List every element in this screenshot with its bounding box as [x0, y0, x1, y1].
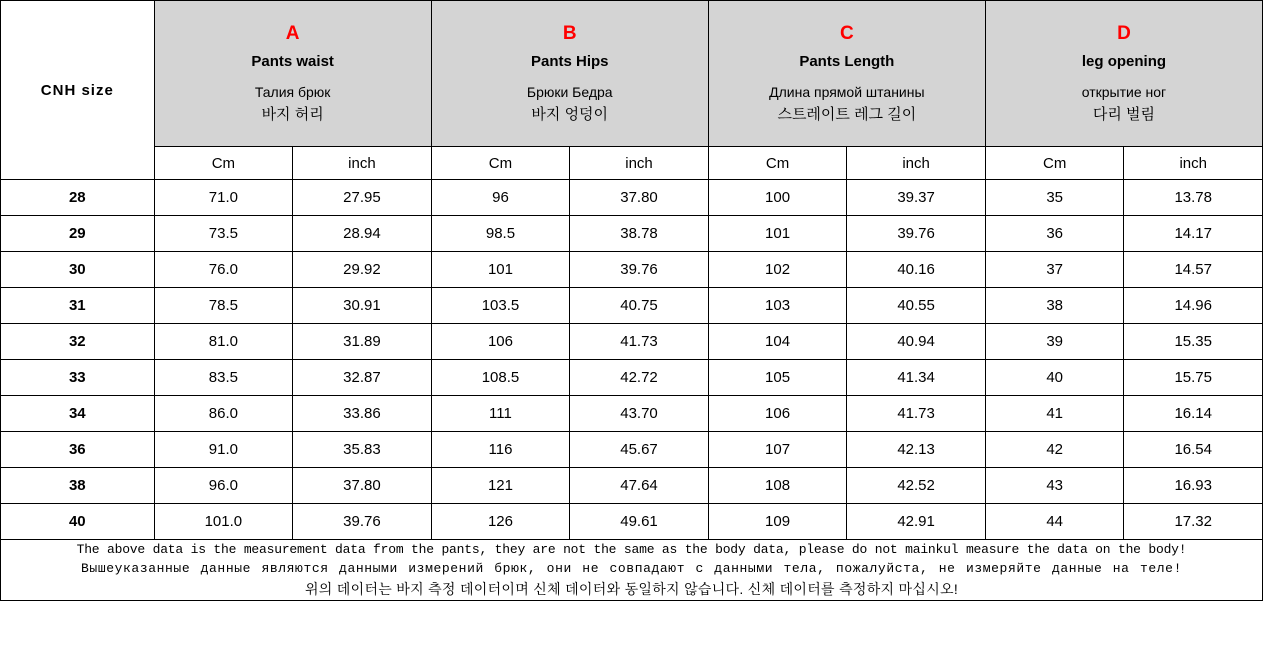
- data-cell: 41.73: [570, 324, 709, 360]
- data-cell: 101: [431, 252, 570, 288]
- unit-cell: Cm: [708, 147, 847, 180]
- data-cell: 103: [708, 288, 847, 324]
- group-name-ru-a: Талия брюк: [254, 83, 331, 100]
- data-cell: 71.0: [154, 180, 293, 216]
- size-cell: 28: [1, 180, 155, 216]
- data-cell: 28.94: [293, 216, 432, 252]
- data-cell: 106: [431, 324, 570, 360]
- data-cell: 31.89: [293, 324, 432, 360]
- size-cell: 33: [1, 360, 155, 396]
- data-cell: 43.70: [570, 396, 709, 432]
- unit-row: [1, 147, 1263, 180]
- data-cell: 73.5: [154, 216, 293, 252]
- note-ru: Вышеуказанные данные являются данными измерений брюк, они не совпадают с данными тела, пожалуйста, не измеряйте данные на теле!: [81, 561, 1182, 576]
- data-cell: 43: [985, 468, 1124, 504]
- data-cell: 126: [431, 504, 570, 540]
- unit-cell: Cm: [154, 147, 293, 180]
- note-en: The above data is the measurement data from the pants, they are not the same as the body data, please do not mainkul measure the data on the body!: [76, 542, 1187, 557]
- table-row: [1, 360, 1263, 396]
- data-cell: 29.92: [293, 252, 432, 288]
- data-cell: 96.0: [154, 468, 293, 504]
- data-cell: 45.67: [570, 432, 709, 468]
- data-cell: 42.91: [847, 504, 986, 540]
- size-cell: 29: [1, 216, 155, 252]
- data-cell: 37.80: [570, 180, 709, 216]
- header-group-c: [708, 1, 985, 147]
- unit-cell: inch: [570, 147, 709, 180]
- data-cell: 42.13: [847, 432, 986, 468]
- unit-cell: Cm: [985, 147, 1124, 180]
- data-cell: 16.54: [1124, 432, 1263, 468]
- data-cell: 109: [708, 504, 847, 540]
- table-row: [1, 396, 1263, 432]
- group-name-en-c: Pants Length: [799, 52, 895, 70]
- data-cell: 91.0: [154, 432, 293, 468]
- group-name-ru-d: открытие ног: [1081, 83, 1167, 100]
- notes-row: [1, 540, 1263, 601]
- data-cell: 35: [985, 180, 1124, 216]
- data-cell: 103.5: [431, 288, 570, 324]
- data-cell: 39.76: [570, 252, 709, 288]
- data-cell: 27.95: [293, 180, 432, 216]
- data-cell: 40.55: [847, 288, 986, 324]
- size-cell: 40: [1, 504, 155, 540]
- data-cell: 83.5: [154, 360, 293, 396]
- data-cell: 41: [985, 396, 1124, 432]
- table-row: [1, 288, 1263, 324]
- data-cell: 32.87: [293, 360, 432, 396]
- data-cell: 39: [985, 324, 1124, 360]
- data-cell: 107: [708, 432, 847, 468]
- group-name-ru-c: Длина прямой штанины: [769, 83, 925, 100]
- table-row: [1, 324, 1263, 360]
- header-group-b: [431, 1, 708, 147]
- data-cell: 40: [985, 360, 1124, 396]
- table-row: [1, 468, 1263, 504]
- data-cell: 41.34: [847, 360, 986, 396]
- data-cell: 38.78: [570, 216, 709, 252]
- group-name-en-d: leg opening: [1081, 52, 1167, 70]
- data-cell: 42.52: [847, 468, 986, 504]
- data-cell: 16.14: [1124, 396, 1263, 432]
- group-name-en-b: Pants Hips: [530, 52, 609, 70]
- data-cell: 96: [431, 180, 570, 216]
- data-cell: 98.5: [431, 216, 570, 252]
- data-cell: 15.35: [1124, 324, 1263, 360]
- data-cell: 47.64: [570, 468, 709, 504]
- data-cell: 30.91: [293, 288, 432, 324]
- data-cell: 38: [985, 288, 1124, 324]
- table-row: [1, 504, 1263, 540]
- header-group-a: [154, 1, 431, 147]
- data-cell: 39.76: [293, 504, 432, 540]
- size-cell: 38: [1, 468, 155, 504]
- group-letter-b: B: [562, 22, 577, 44]
- header-group-d: [985, 1, 1262, 147]
- group-letter-a: A: [285, 22, 300, 44]
- group-name-en-a: Pants waist: [251, 52, 334, 70]
- data-cell: 14.17: [1124, 216, 1263, 252]
- data-cell: 102: [708, 252, 847, 288]
- table-row: [1, 252, 1263, 288]
- data-cell: 86.0: [154, 396, 293, 432]
- data-cell: 76.0: [154, 252, 293, 288]
- data-cell: 49.61: [570, 504, 709, 540]
- note-ko: 위의 데이터는 바지 측정 데이터이며 신체 데이터와 동일하지 않습니다. 신체 데이터를 측정하지 마십시오!: [304, 581, 959, 597]
- unit-cell: Cm: [431, 147, 570, 180]
- data-cell: 108.5: [431, 360, 570, 396]
- table-row: [1, 432, 1263, 468]
- data-cell: 81.0: [154, 324, 293, 360]
- data-cell: 101.0: [154, 504, 293, 540]
- unit-cell: inch: [293, 147, 432, 180]
- data-cell: 13.78: [1124, 180, 1263, 216]
- data-cell: 40.94: [847, 324, 986, 360]
- header-row: [1, 1, 1263, 147]
- data-cell: 39.37: [847, 180, 986, 216]
- data-cell: 116: [431, 432, 570, 468]
- size-cell: 32: [1, 324, 155, 360]
- group-letter-c: C: [839, 22, 854, 44]
- unit-cell: inch: [1124, 147, 1263, 180]
- group-name-ko-d: 다리 벌림: [1092, 105, 1156, 123]
- data-cell: 105: [708, 360, 847, 396]
- group-letter-d: D: [1117, 22, 1131, 44]
- unit-cell: inch: [847, 147, 986, 180]
- data-cell: 108: [708, 468, 847, 504]
- data-cell: 36: [985, 216, 1124, 252]
- data-cell: 40.16: [847, 252, 986, 288]
- size-cell: 36: [1, 432, 155, 468]
- data-cell: 101: [708, 216, 847, 252]
- data-cell: 106: [708, 396, 847, 432]
- data-cell: 104: [708, 324, 847, 360]
- data-cell: 40.75: [570, 288, 709, 324]
- data-cell: 37: [985, 252, 1124, 288]
- size-cell: 30: [1, 252, 155, 288]
- data-cell: 100: [708, 180, 847, 216]
- data-cell: 14.96: [1124, 288, 1263, 324]
- group-name-ko-b: 바지 엉덩이: [531, 105, 609, 123]
- data-cell: 42: [985, 432, 1124, 468]
- table-row: [1, 216, 1263, 252]
- data-cell: 35.83: [293, 432, 432, 468]
- group-name-ru-b: Брюки Бедра: [526, 83, 613, 100]
- data-cell: 44: [985, 504, 1124, 540]
- data-cell: 42.72: [570, 360, 709, 396]
- size-cell: 31: [1, 288, 155, 324]
- data-cell: 121: [431, 468, 570, 504]
- notes-block: [1, 540, 1263, 601]
- data-cell: 41.73: [847, 396, 986, 432]
- header-size-label: CNH size: [1, 1, 155, 180]
- data-cell: 111: [431, 396, 570, 432]
- group-name-ko-a: 바지 허리: [261, 105, 324, 123]
- data-cell: 14.57: [1124, 252, 1263, 288]
- table-row: [1, 180, 1263, 216]
- data-cell: 15.75: [1124, 360, 1263, 396]
- data-cell: 33.86: [293, 396, 432, 432]
- size-cell: 34: [1, 396, 155, 432]
- data-cell: 39.76: [847, 216, 986, 252]
- group-name-ko-c: 스트레이트 레그 길이: [777, 105, 917, 123]
- data-cell: 16.93: [1124, 468, 1263, 504]
- data-cell: 37.80: [293, 468, 432, 504]
- data-cell: 17.32: [1124, 504, 1263, 540]
- data-cell: 78.5: [154, 288, 293, 324]
